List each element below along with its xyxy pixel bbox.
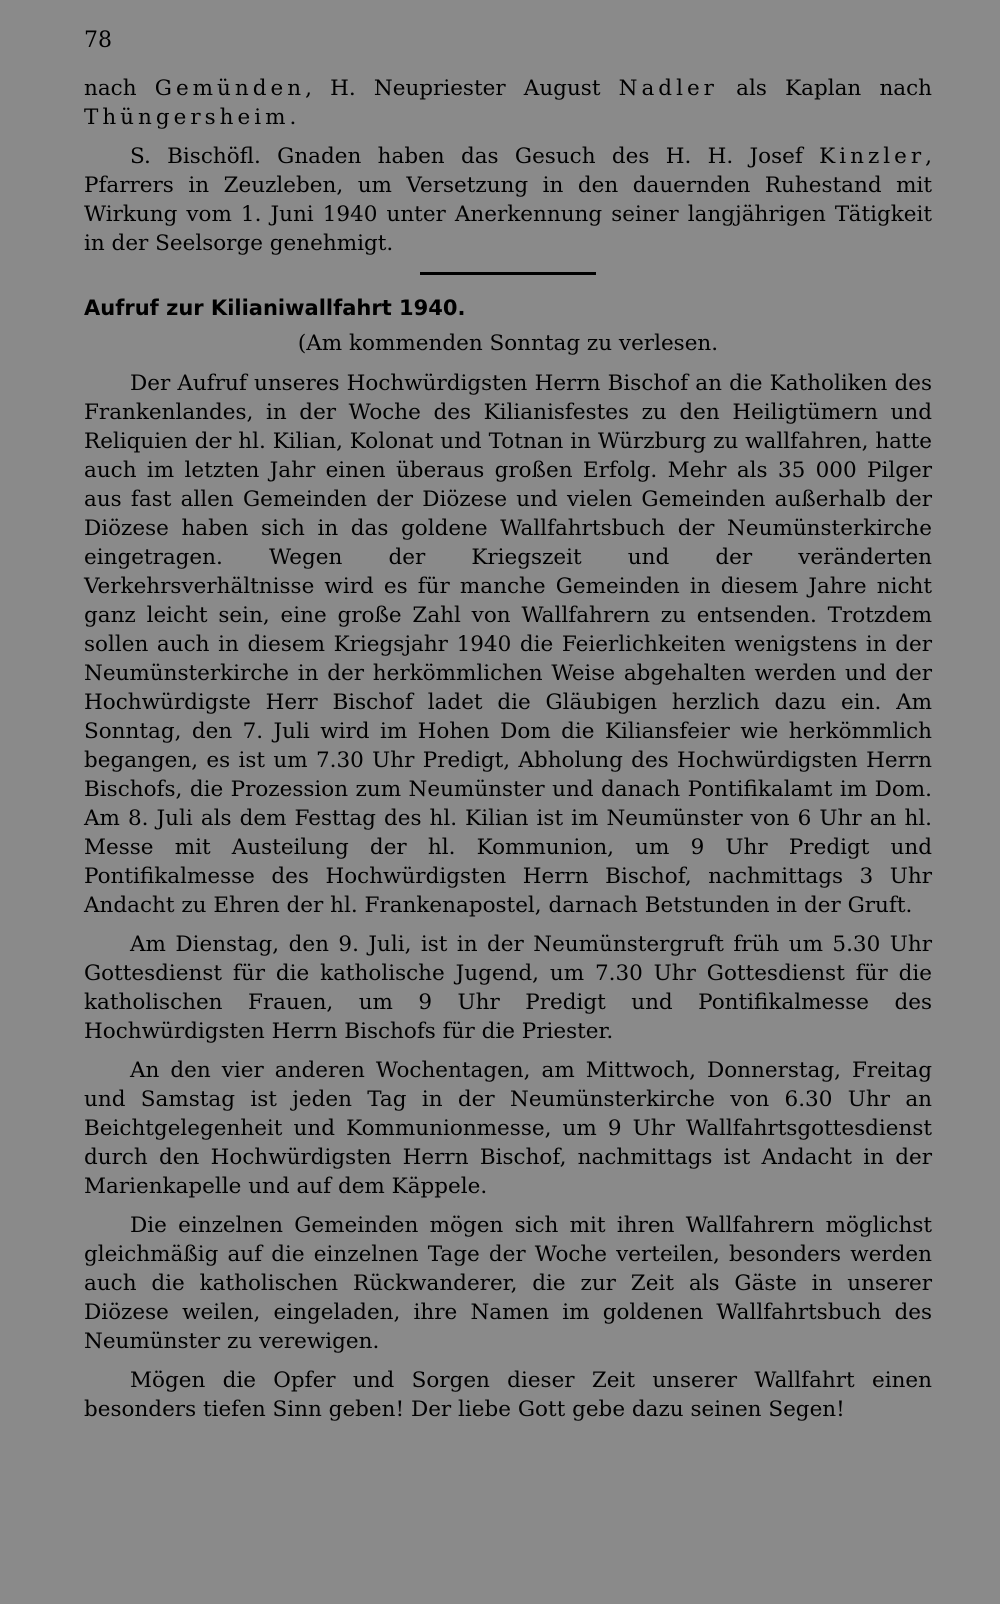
article-paragraph: Die einzelnen Gemeinden mögen sich mit ihren Wallfahrern möglichst gleichmäßig auf die einzelnen Tage der Woche verteilen, besonders werden auch die katholischen Rückwanderer, die zur Zeit als Gäste in unserer Diözese weilen, eingeladen, ihre Namen im goldenen Wallfahrtsbuch des Neumünster zu verewigen. — [84, 1213, 932, 1354]
article-subtitle: (Am kommenden Sonntag zu verlesen. — [297, 331, 719, 356]
document-page — [84, 26, 932, 1434]
place-name: Thüngersheim — [84, 105, 290, 130]
appointment-paragraph: nach Gemünden, H. Neupriester August Nadler als Kaplan nach Thüngersheim. — [84, 76, 933, 130]
person-name: Nadler — [618, 76, 718, 101]
person-name: Kinzler — [819, 144, 926, 169]
place-name: Gemünden — [154, 76, 306, 101]
article-title: Aufruf zur Kilianiwallfahrt 1940. — [84, 296, 466, 320]
article-paragraph: Mögen die Opfer und Sorgen dieser Zeit unserer Wallfahrt einen besonders tiefen Sinn geben! Der liebe Gott gebe dazu seinen Segen! — [84, 1368, 932, 1422]
section-divider — [420, 272, 596, 275]
page-number: 78 — [84, 28, 112, 53]
article-paragraph: Am Dienstag, den 9. Juli, ist in der Neumünstergruft früh um 5.30 Uhr Gottesdienst für die katholische Jugend, um 7.30 Uhr Gottesdienst für die katholischen Frauen, um 9 Uhr Predigt und Pontifikalmesse des Hochwürdigsten Herrn Bischofs für die Priester. — [84, 932, 932, 1044]
retirement-paragraph: S. Bischöfl. Gnaden haben das Gesuch des H. H. Josef Kinzler, Pfarrers in Zeuzleben, um Versetzung in den dauernden Ruhestand mit Wirkung vom 1. Juni 1940 unter Anerkennung seiner langjährigen Tätigkeit in der Seelsorge genehmigt. — [84, 144, 932, 256]
article-paragraph: An den vier anderen Wochentagen, am Mittwoch, Donnerstag, Freitag und Samstag ist jeden Tag in der Neumünsterkirche von 6.30 Uhr an Beichtgelegenheit und Kommunionmesse, um 9 Uhr Wallfahrtsgottesdienst durch den Hochwürdigsten Herrn Bischof, nachmittags ist Andacht in der Marienkapelle und auf dem Käppele. — [84, 1058, 932, 1199]
article-paragraph: Der Aufruf unseres Hochwürdigsten Herrn Bischof an die Katholiken des Frankenlandes, in der Woche des Kilianisfestes zu den Heiligtümern und Reliquien der hl. Kilian, Kolonat und Totnan in Würzburg zu wallfahren, hatte auch im letzten Jahr einen überaus großen Erfolg. Mehr als 35 000 Pilger aus fast allen Gemeinden der Diözese und vielen Gemeinden außerhalb der Diözese haben sich in das goldene Wallfahrtsbuch der Neumünsterkirche eingetragen. Wegen der Kriegszeit und der veränderten Verkehrsverhältnisse wird es für manche Gemeinden in diesem Jahre nicht ganz leicht sein, eine große Zahl von Wallfahrern zu entsenden. Trotzdem sollen auch in diesem Kriegsjahr 1940 die Feierlichkeiten wenigstens in der Neumünsterkirche in der herkömmlichen Weise abgehalten werden und der Hochwürdigste Herr Bischof ladet die Gläubigen herzlich dazu ein. Am Sonntag, den 7. Juli wird im Hohen Dom die Kiliansfeier wie herkömmlich begangen, es ist um 7.30 Uhr Predigt, Abholung des Hochwürdigsten Herrn Bischofs, die Prozession zum Neumünster und danach Pontifikalamt im Dom. Am 8. Juli als dem Festtag des hl. Kilian ist im Neumünster von 6 Uhr an hl. Messe mit Austeilung der hl. Kommunion, um 9 Uhr Predigt und Pontifikalmesse des Hochwürdigsten Herrn Bischof, nachmittags 3 Uhr Andacht zu Ehren der hl. Frankenapostel, darnach Betstunden in der Gruft. — [84, 371, 932, 918]
